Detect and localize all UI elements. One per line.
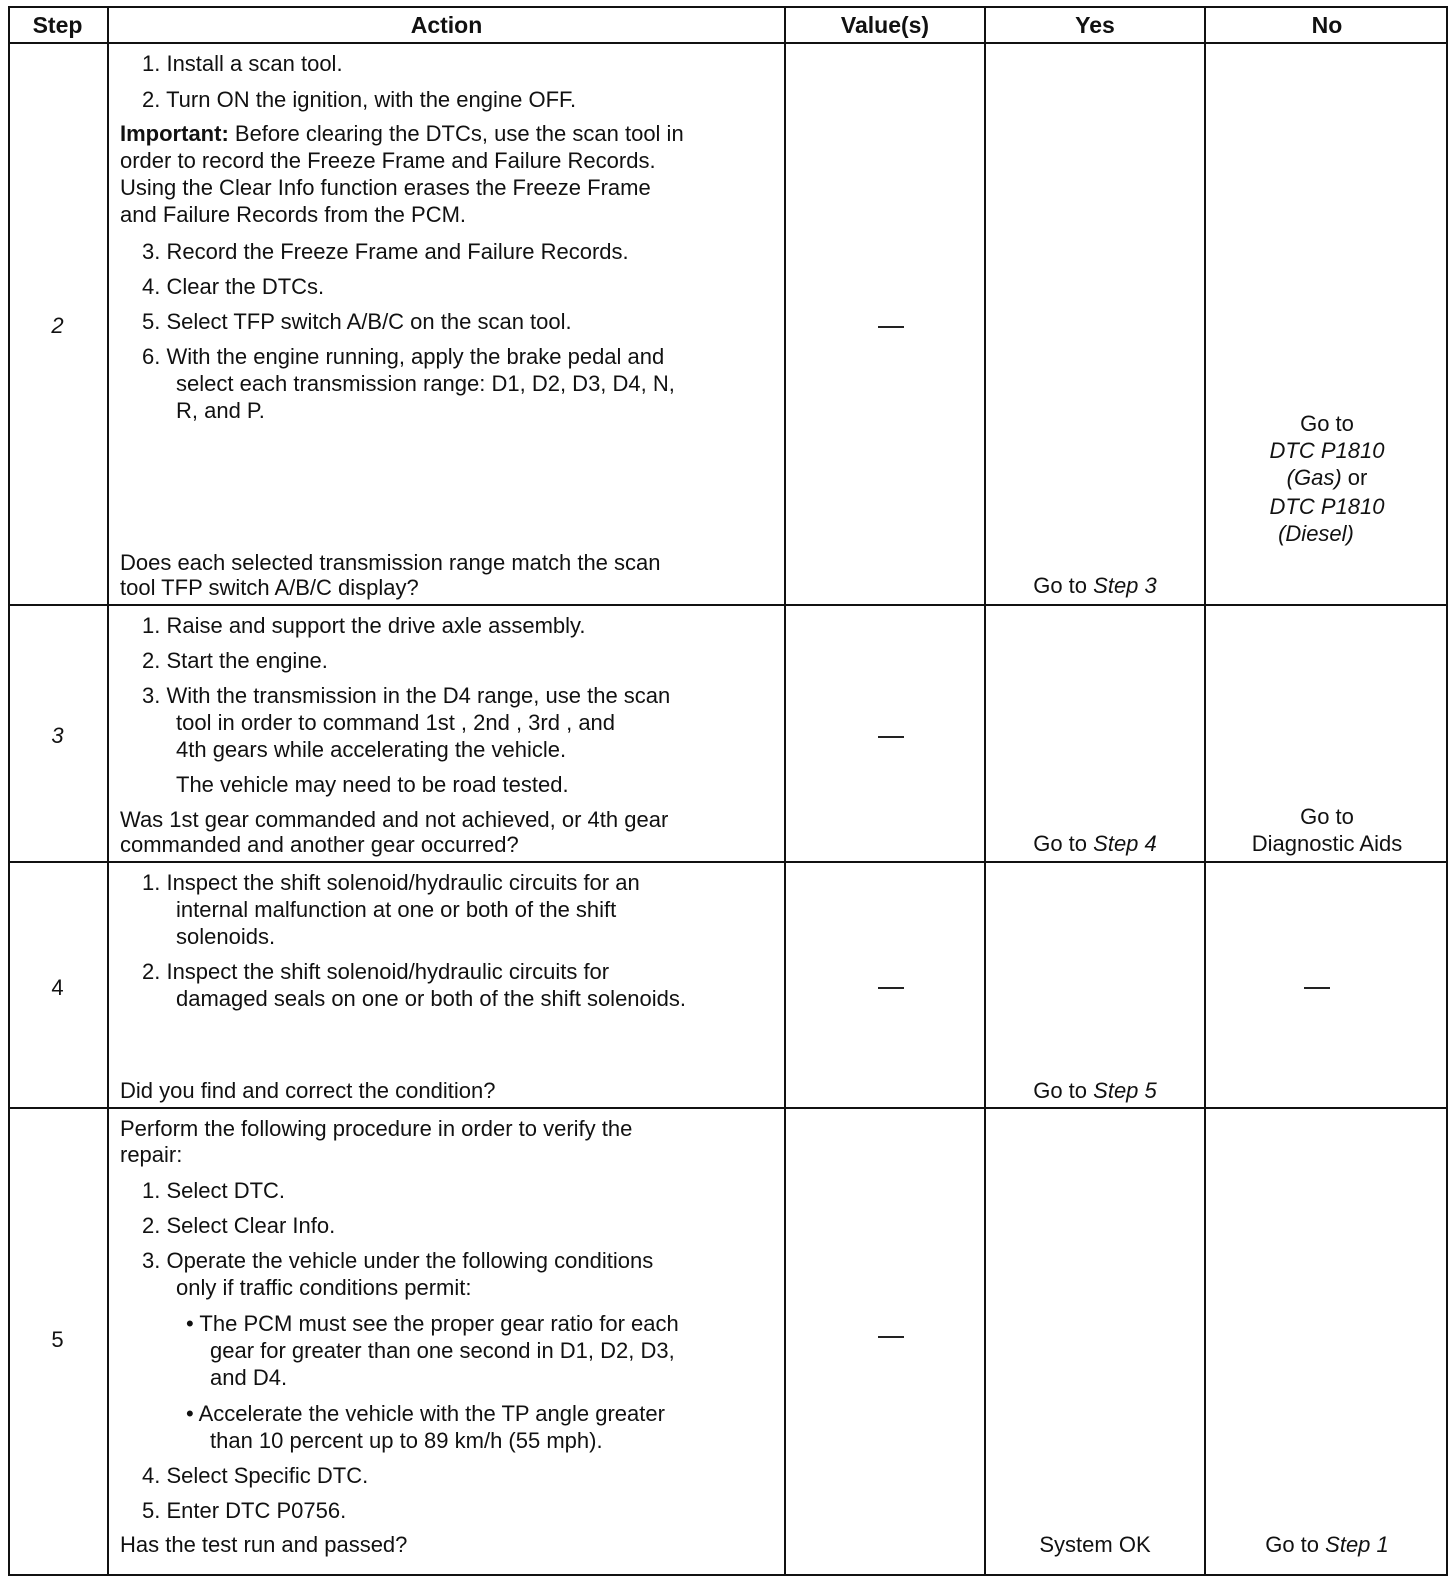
value-dash	[878, 736, 904, 738]
no-line: (Gas) or	[1286, 465, 1368, 490]
bullet-line: • Accelerate the vehicle with the TP angle greater	[186, 1401, 665, 1426]
col-divider	[107, 6, 109, 1576]
intro-line: Perform the following procedure in order to verify the	[120, 1116, 633, 1141]
bullet-line: • The PCM must see the proper gear ratio for each	[186, 1311, 679, 1336]
important-text: order to record the Freeze Frame and Failure Records.	[120, 148, 656, 173]
yes-cell: Go to Step 5	[1033, 1078, 1157, 1103]
col-divider	[784, 6, 786, 1576]
value-dash	[878, 987, 904, 989]
step-number: 2	[51, 313, 64, 338]
step-link[interactable]: Step 3	[1093, 573, 1157, 598]
action-line: 1. Install a scan tool.	[142, 51, 343, 76]
value-dash	[878, 326, 904, 328]
col-divider	[1204, 6, 1206, 1576]
action-line: 2. Turn ON the ignition, with the engine OFF.	[142, 87, 577, 112]
action-line: 1. Inspect the shift solenoid/hydraulic circuits for an	[142, 870, 640, 895]
no-line: (Diesel)	[1278, 521, 1354, 546]
question-line: tool TFP switch A/B/C display?	[120, 575, 419, 600]
step-number: 3	[51, 723, 64, 748]
bullet-line: gear for greater than one second in D1, D2, D3,	[210, 1338, 675, 1363]
action-line: 1. Raise and support the drive axle assembly.	[142, 613, 586, 638]
bullet-line: than 10 percent up to 89 km/h (55 mph).	[210, 1428, 603, 1453]
action-line: select each transmission range: D1, D2, D3, D4, N,	[176, 371, 675, 396]
step-number: 5	[51, 1327, 64, 1352]
system-ok: System OK	[1039, 1532, 1151, 1557]
row-divider	[8, 861, 1448, 863]
action-line: R, and P.	[176, 398, 265, 423]
yes-cell: Go to Step 4	[1033, 831, 1157, 856]
step-number: 4	[51, 975, 64, 1000]
header-no: No	[1311, 12, 1343, 38]
action-line: The vehicle may need to be road tested.	[176, 772, 569, 797]
action-line: 6. With the engine running, apply the brake pedal and	[142, 344, 665, 369]
col-divider	[984, 6, 986, 1576]
question-line: commanded and another gear occurred?	[120, 832, 519, 857]
dtc-link[interactable]: DTC P1810	[1269, 438, 1385, 463]
question-line: Did you find and correct the condition?	[120, 1078, 496, 1103]
bullet-line: and D4.	[210, 1365, 288, 1390]
action-line: 1. Select DTC.	[142, 1178, 286, 1203]
intro-line: repair:	[120, 1142, 183, 1167]
diagnostic-aids-link[interactable]: Diagnostic Aids	[1251, 831, 1403, 856]
action-line: 5. Select TFP switch A/B/C on the scan tool.	[142, 309, 572, 334]
yes-cell: Go to Step 3	[1033, 573, 1157, 598]
action-line: damaged seals on one or both of the shift solenoids.	[176, 986, 687, 1011]
no-dash	[1304, 987, 1330, 989]
action-line: 2. Inspect the shift solenoid/hydraulic circuits for	[142, 959, 610, 984]
header-step: Step	[32, 12, 83, 38]
step-link[interactable]: Step 4	[1093, 831, 1157, 856]
action-line: tool in order to command 1st , 2nd , 3rd , and	[176, 710, 616, 735]
value-dash	[878, 1336, 904, 1338]
row-divider	[8, 1107, 1448, 1109]
important-label: Important:	[120, 121, 229, 146]
important-note	[120, 120, 684, 147]
action-line: 2. Start the engine.	[142, 648, 328, 673]
important-text: Using the Clear Info function erases the Freeze Frame	[120, 175, 651, 200]
action-line: 4. Select Specific DTC.	[142, 1463, 369, 1488]
header-yes: Yes	[1075, 12, 1115, 38]
row-divider	[8, 604, 1448, 606]
action-line: solenoids.	[176, 924, 276, 949]
no-cell: Go to Step 1	[1265, 1532, 1389, 1557]
important-text: Before clearing the DTCs, use the scan tool in	[234, 121, 684, 146]
no-line: Go to	[1300, 804, 1354, 829]
row-divider	[8, 42, 1448, 44]
action-line: only if traffic conditions permit:	[176, 1275, 472, 1300]
action-line: internal malfunction at one or both of the shift	[176, 897, 617, 922]
step-link[interactable]: Step 1	[1325, 1532, 1389, 1557]
no-line: Go to	[1300, 411, 1354, 436]
question-line: Was 1st gear commanded and not achieved, or 4th gear	[120, 807, 669, 832]
header-values: Value(s)	[840, 12, 930, 38]
action-line: 3. Operate the vehicle under the following conditions	[142, 1248, 654, 1273]
action-line: 2. Select Clear Info.	[142, 1213, 336, 1238]
question-line: Does each selected transmission range match the scan	[120, 550, 661, 575]
action-line: 5. Enter DTC P0756.	[142, 1498, 347, 1523]
action-line: 3. Record the Freeze Frame and Failure Records.	[142, 239, 629, 264]
dtc-link[interactable]: DTC P1810	[1269, 494, 1385, 519]
step-link[interactable]: Step 5	[1093, 1078, 1157, 1103]
header-action: Action	[410, 12, 483, 38]
action-line: 3. With the transmission in the D4 range, use the scan	[142, 683, 671, 708]
important-text: and Failure Records from the PCM.	[120, 202, 467, 227]
question-line: Has the test run and passed?	[120, 1532, 408, 1557]
diagnostic-table	[8, 6, 1448, 1576]
action-line: 4. Clear the DTCs.	[142, 274, 325, 299]
action-line: 4th gears while accelerating the vehicle.	[176, 737, 567, 762]
